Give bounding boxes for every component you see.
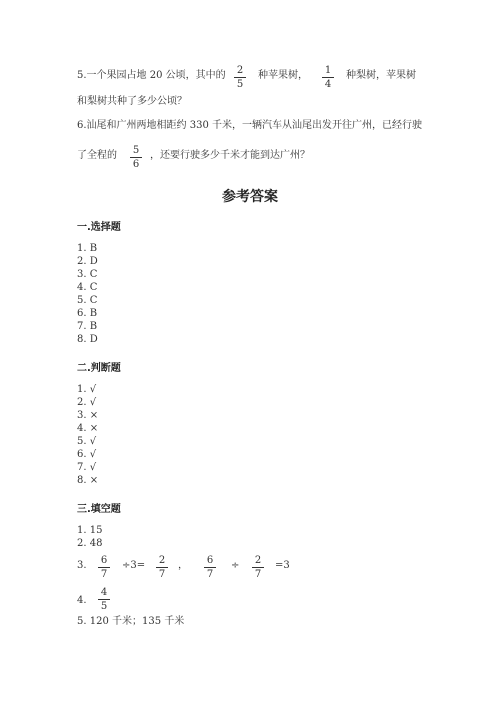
q5-text-part1: 5.一个果园占地 20 公顷，其中的	[77, 70, 226, 81]
answer3-fraction-2	[155, 555, 169, 580]
q5-fraction-1	[233, 65, 247, 90]
list-item: 3. C	[77, 269, 98, 280]
list-item: 4. C	[77, 282, 98, 293]
fraction-numerator: 4	[100, 587, 108, 598]
answer3-separator: ，	[178, 560, 188, 571]
list-item: 5. √	[77, 436, 97, 447]
fraction-denominator: 7	[158, 569, 166, 580]
answer3-operator: ÷3=	[122, 560, 146, 571]
q5-fraction-2	[321, 65, 335, 90]
q5-text-part3: 种梨树，苹果树	[346, 70, 416, 81]
list-item: 6. B	[77, 308, 98, 319]
section2-heading: 二.判断题	[77, 363, 121, 374]
fraction-numerator: 2	[158, 555, 166, 566]
list-item: 2. √	[77, 397, 97, 408]
fraction-denominator: 7	[254, 569, 262, 580]
fraction-numerator: 5	[132, 145, 140, 156]
fraction-denominator: 5	[100, 601, 108, 612]
list-item: 7. B	[77, 321, 98, 332]
answer-item: 1. 15	[77, 525, 103, 536]
list-item: 1. B	[77, 243, 98, 254]
section3-heading: 三.填空题	[77, 504, 121, 515]
list-item: 8. D	[77, 334, 98, 345]
answer3-fraction-1	[97, 555, 111, 580]
fraction-numerator: 1	[324, 65, 332, 76]
answer3-operator: =3	[275, 560, 290, 571]
list-item: 6. √	[77, 449, 97, 460]
fraction-denominator: 4	[324, 79, 332, 90]
fraction-denominator: 7	[100, 569, 108, 580]
answer3-fraction-3	[203, 555, 217, 580]
answer-item: 2. 48	[77, 538, 103, 549]
answer3-prefix: 3.	[77, 560, 87, 571]
list-item: 8. ×	[77, 475, 99, 486]
answer3-fraction-4	[251, 555, 265, 580]
fraction-numerator: 6	[206, 555, 214, 566]
answer4-fraction	[97, 587, 111, 612]
answer-item: 5. 120 千米；135 千米	[77, 616, 185, 627]
q6-fraction	[129, 145, 143, 170]
q6-text-part2: ，还要行驶多少千米才能到达广州？	[150, 150, 310, 161]
answer-title: 参考答案	[222, 189, 278, 205]
answer3-operator: ÷	[231, 560, 240, 571]
section1-heading: 一.选择题	[77, 222, 121, 233]
fraction-numerator: 2	[254, 555, 262, 566]
list-item: 5. C	[77, 295, 98, 306]
fraction-numerator: 2	[236, 65, 244, 76]
q6-text-part1: 了全程的	[77, 150, 117, 161]
list-item: 2. D	[77, 256, 98, 267]
answer4-prefix: 4.	[77, 595, 87, 606]
list-item: 7. √	[77, 462, 97, 473]
q5-text-part2: 种苹果树，	[258, 70, 308, 81]
fraction-numerator: 6	[100, 555, 108, 566]
fraction-denominator: 6	[132, 159, 140, 170]
fraction-denominator: 7	[206, 569, 214, 580]
list-item: 1. √	[77, 384, 97, 395]
q6-text-line1: 6.汕尾和广州两地相距约 330 千米，一辆汽车从汕尾出发开往广州，已经行驶	[77, 120, 422, 131]
q5-text-line2: 和梨树共种了多少公顷？	[77, 96, 187, 107]
fraction-denominator: 5	[236, 79, 244, 90]
list-item: 3. ×	[77, 410, 99, 421]
list-item: 4. ×	[77, 423, 99, 434]
